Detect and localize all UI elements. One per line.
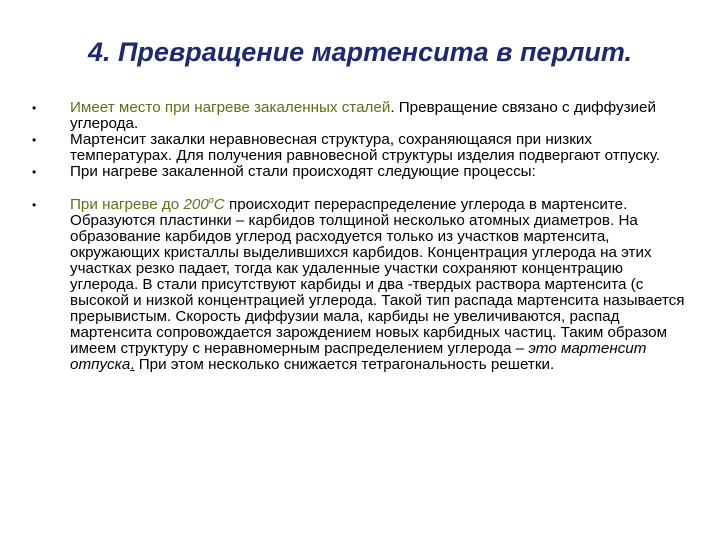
bullet-icon: • [32,198,37,212]
bullet-icon: • [32,133,37,147]
bullet-icon: • [32,165,37,179]
item-1-text: . Превращение связано с диффузией углерода. [70,99,656,132]
list-item [28,132,688,164]
temperature-unit: C [213,196,225,213]
item-4-term: это мартенсит отпуска [70,340,647,373]
item-4-last: При этом несколько снижается тетрагональность решетки. [134,356,555,373]
list-item [28,100,688,132]
slide-body [28,100,688,373]
list-item [28,194,688,373]
slide-title: 4. Превращение мартенсита в перлит. [87,37,633,67]
item-2-text: Мартенсит закалки неравновесная структура, сохраняющаяся при низких температурах. Для получения равновесной структуры изделия подвергают отпуску. [70,131,661,164]
spacer [28,180,688,197]
item-4-text: происходит перераспределение углерода в мартенсите. Образуются пластинки – карбидов толщиной несколько атомных диаметров. На образование карбидов углерод расходуется только из участков мартенсита, окружающих кристаллы выделившихся карбидов. Концентрация углерода на этих участках резко падает, тогда как удаленные участки сохраняют концентрацию углерода. В стали присутствуют карбиды и два -твердых раствора мартенсита (с высокой и низкой концентрацией углерода. Такой тип распада мартенсита называется прерывистым. Скорость диффузии мала, карбиды не увеличиваются, распад мартенсита сопровождается зарождением новых карбидных частиц. Таким образом имеем структуру с неравномерным распределением углерода – [70,196,685,357]
degree-sup: o [208,194,214,205]
item-4-highlight: При нагреве до [70,196,184,213]
item-3-text: При нагреве закаленной стали происходят следующие процессы: [70,163,536,180]
item-4-period: . [130,356,135,373]
bullet-icon: • [32,101,37,115]
temperature-value: 200 [183,196,209,213]
list-item [28,164,688,180]
item-1-highlight: Имеет место при нагреве закаленных сталей [70,99,391,116]
